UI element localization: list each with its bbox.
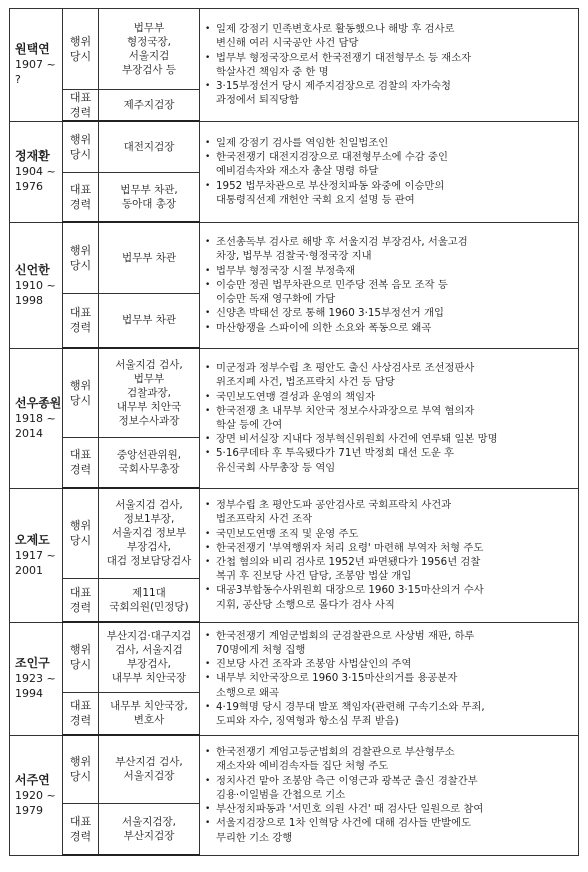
role-line: 제주지검장	[123, 99, 175, 111]
table-row	[10, 348, 579, 437]
person-lifespan: 2014	[15, 426, 43, 440]
role-line: 법무부 차관,	[120, 183, 178, 196]
label-line: 경력	[69, 321, 92, 335]
bullet-icon: •	[205, 804, 211, 815]
activity-item	[204, 79, 574, 107]
label-line: 경력	[69, 463, 92, 477]
activity-line: 서울지검장으로 1차 인혁당 사건에 대해 검사들 반발에도	[216, 817, 471, 830]
bullet-icon: •	[205, 557, 211, 567]
bullet-icon: •	[205, 528, 211, 539]
activity-line: 3·15부정선거 당시 제주지검장으로 검찰의 자가숙청	[216, 79, 451, 92]
officials-table-sheet	[9, 8, 578, 856]
label-representative-career	[63, 692, 99, 735]
label-line: 대표	[69, 699, 92, 713]
role-line: 내무부 치안국장,	[110, 700, 188, 713]
activity-line: 한국전쟁기 대전지검장으로 대전형무소에 수감 중인	[216, 151, 448, 164]
activity-line: 마산항쟁을 스파이에 의한 소요와 폭동으로 왜곡	[216, 321, 432, 334]
representative-career	[99, 803, 200, 855]
label-representative-career	[63, 578, 99, 622]
activity-line: 국민보도연맹 결성과 운영의 책임자	[216, 390, 376, 403]
activity-item	[204, 527, 574, 541]
representative-career	[99, 172, 200, 222]
role-line: 부산지검·대구지검	[106, 630, 192, 643]
person-name: 신언한	[15, 262, 50, 277]
bullet-icon: •	[205, 673, 211, 684]
person-cell	[10, 348, 63, 488]
activity-line: 일제 강점기 민족변호사로 활동했으나 해방 후 검사로	[216, 23, 455, 36]
label-line: 당시	[69, 393, 92, 407]
role-line: 부장검사 등	[121, 64, 177, 76]
label-line: 경력	[69, 197, 92, 211]
label-line: 경력	[69, 714, 92, 728]
bullet-icon: •	[205, 542, 211, 553]
role-at-the-time	[99, 488, 200, 578]
activity-item	[204, 321, 574, 335]
role-line: 부장검사,	[127, 541, 171, 554]
role-line: 서울지검 검사,	[115, 358, 183, 371]
person-name: 선우종원	[15, 395, 62, 410]
activity-line: 장면 비서실장 지내다 정부혁신위원회 사건에 연루돼 일본 망명	[216, 433, 498, 446]
role-line: 서울지검 정보부	[111, 527, 187, 540]
activity-item	[204, 432, 574, 446]
role-line: 내무부 치안국장	[111, 672, 187, 685]
label-representative-career	[63, 90, 99, 122]
person-cell	[10, 622, 63, 735]
label-line: 행위	[69, 35, 92, 48]
person-lifespan: 2001	[15, 563, 43, 577]
activity-line: 법무부 형정국장으로서 한국전쟁기 대전형무소 등 재소자	[216, 51, 472, 64]
activity-line: 학살 등에 간여	[216, 419, 283, 431]
role-line: 법무부 차관	[121, 251, 177, 264]
label-line: 대표	[69, 306, 92, 320]
activity-line: 진보당 사건 조작과 조봉암 사법살인의 주역	[216, 658, 412, 671]
table-row	[10, 9, 579, 90]
bullet-icon: •	[205, 818, 211, 829]
person-lifespan: 1923 ~	[15, 672, 56, 685]
person-name: 조인구	[15, 656, 50, 670]
activity-item	[204, 51, 574, 79]
role-line: 부산지검 검사,	[115, 756, 183, 769]
bullet-icon: •	[205, 80, 211, 91]
label-line: 경력	[69, 600, 92, 614]
representative-career	[99, 437, 200, 488]
role-at-the-time	[99, 622, 200, 692]
bullet-icon: •	[205, 152, 211, 163]
bullet-icon: •	[205, 308, 211, 319]
label-at-the-time	[63, 9, 99, 90]
person-lifespan: 1918 ~	[15, 411, 56, 425]
activity-line: 부산정치파동과 '서민호 의원 사건' 때 검사단 일원으로 참여	[216, 803, 484, 816]
table-row	[10, 622, 579, 692]
role-line: 서울지검 검사,	[115, 499, 183, 512]
label-at-the-time	[63, 222, 99, 293]
activity-line: 간첩 혐의와 비리 검사로 1952년 파면됐다가 1956년 검찰	[216, 556, 481, 568]
activity-item	[204, 136, 574, 150]
person-lifespan: 1904 ~	[15, 165, 56, 178]
activity-item	[204, 150, 574, 178]
role-at-the-time	[99, 222, 200, 293]
label-representative-career	[63, 172, 99, 222]
activity-item	[204, 583, 574, 611]
label-line: 행위	[69, 378, 92, 392]
activity-line: 과정에서 퇴직당함	[216, 94, 299, 107]
label-line: 대표	[69, 91, 92, 104]
person-name: 정재환	[15, 149, 50, 163]
activity-line: 법조프락치 사건 조작	[216, 513, 313, 526]
label-line: 경력	[69, 106, 92, 119]
person-cell	[10, 735, 63, 855]
activity-item	[204, 390, 574, 404]
person-name: 원택연	[15, 42, 50, 57]
representative-career	[99, 578, 200, 622]
label-at-the-time	[63, 488, 99, 578]
activities-cell	[200, 222, 579, 348]
person-lifespan: ?	[15, 73, 21, 87]
activity-line: 내무부 치안국장으로 1960 3·15마산의거를 용공분자	[216, 672, 458, 685]
bullet-icon: •	[205, 265, 211, 276]
role-line: 서울지검장	[123, 770, 175, 783]
bullet-icon: •	[205, 434, 211, 445]
bullet-icon: •	[205, 180, 211, 191]
activity-item	[204, 700, 574, 728]
activity-line: 한국전쟁기 계엄군법회의 군검찰관으로 사상범 재판, 하루	[216, 629, 475, 642]
activity-item	[204, 498, 574, 526]
bullet-icon: •	[205, 747, 211, 758]
role-line: 제11대	[132, 586, 166, 599]
role-line: 대전지검장	[123, 140, 175, 153]
officials-table	[9, 8, 579, 856]
activity-item	[204, 745, 574, 773]
activity-line: 김용·이일범을 간첩으로 기소	[216, 788, 346, 801]
activity-line: 4·19혁명 당시 경무대 발포 책임자(관련해 구속기소와 무죄,	[216, 700, 485, 713]
activity-line: 미군정과 정부수립 초 평안도 출신 사상검사로 조선정판사	[216, 362, 475, 375]
person-name: 서주연	[15, 772, 50, 787]
activity-line: 조선총독부 검사로 해방 후 서울지검 부장검사, 서울고검	[216, 236, 468, 249]
person-lifespan: 1998	[15, 293, 43, 307]
role-at-the-time	[99, 348, 200, 437]
activities-cell	[200, 348, 579, 488]
role-line: 부장검사,	[127, 658, 171, 671]
role-line: 서울지검	[128, 50, 170, 62]
activity-line: 신양촌 박태선 장로 통해 1960 3·15부정선거 개입	[216, 307, 444, 320]
role-line: 검찰과장,	[127, 386, 171, 399]
activities-cell	[200, 121, 579, 222]
table-row	[10, 488, 579, 578]
person-cell	[10, 488, 63, 622]
representative-career	[99, 293, 200, 348]
role-line: 부산지검장	[123, 829, 175, 842]
activity-line: 일제 강점기 검사를 역임한 친일법조인	[216, 136, 389, 149]
activity-item	[204, 22, 574, 50]
table-row	[10, 735, 579, 803]
activities-cell	[200, 622, 579, 735]
bullet-icon: •	[205, 24, 211, 35]
role-line: 대검 정보담당검사	[106, 555, 192, 568]
label-at-the-time	[63, 121, 99, 172]
label-line: 행위	[69, 243, 92, 257]
bullet-icon: •	[205, 363, 211, 374]
activity-line: 차장, 법무부 검찰국·형정국장 지내	[216, 250, 372, 263]
person-lifespan: 1917 ~	[15, 548, 56, 562]
activity-line: 한국전쟁기 계엄고등군법회의 검찰관으로 부산형무소	[216, 746, 455, 759]
role-line: 서울지검장,	[121, 815, 177, 828]
activity-line: 한국전쟁 초 내무부 치안국 정보수사과장으로 부역 혐의자	[216, 404, 475, 417]
person-cell	[10, 9, 63, 122]
activities-cell	[200, 735, 579, 855]
activity-line: 5·16쿠데타 후 투옥됐다가 71년 박정희 대선 도운 후	[216, 447, 454, 460]
role-line: 변호사	[133, 714, 165, 727]
label-line: 행위	[69, 519, 92, 533]
activity-item	[204, 306, 574, 320]
label-representative-career	[63, 803, 99, 855]
activity-line: 변신해 여러 시국공안 사건 담당	[216, 37, 359, 50]
activity-line: 유신국회 사무총장 등 역임	[216, 461, 336, 474]
role-line: 국회의원(민정당)	[109, 600, 189, 613]
activity-item	[204, 264, 574, 278]
bullet-icon: •	[205, 322, 211, 333]
role-line: 정보1부장,	[123, 513, 175, 526]
activity-line: 한국전쟁기 '부역행위자 처리 요령' 마련해 부역자 처형 주도	[216, 541, 484, 554]
activity-line: 70명에게 처형 집행	[216, 643, 306, 656]
person-lifespan: 1920 ~	[15, 788, 56, 802]
bullet-icon: •	[205, 137, 211, 148]
activity-item	[204, 361, 574, 389]
activity-line: 예비검속자와 재소자 총살 명령 하달	[216, 165, 379, 178]
activity-item	[204, 541, 574, 555]
activity-item	[204, 816, 574, 844]
label-line: 대표	[69, 814, 92, 828]
bullet-icon: •	[205, 630, 211, 641]
activity-item	[204, 446, 574, 474]
bullet-icon: •	[205, 279, 211, 290]
bullet-icon: •	[205, 500, 211, 511]
person-cell	[10, 121, 63, 222]
bullet-icon: •	[205, 52, 211, 63]
activity-line: 법무부 형정국장 시절 부정축재	[216, 264, 356, 277]
activity-item	[204, 278, 574, 306]
label-line: 당시	[69, 658, 92, 672]
label-line: 당시	[69, 258, 92, 272]
activity-item	[204, 629, 574, 657]
person-cell	[10, 222, 63, 348]
bullet-icon: •	[205, 237, 211, 248]
officials-table-body	[10, 9, 579, 856]
bullet-icon: •	[205, 448, 211, 459]
role-at-the-time	[99, 735, 200, 803]
activity-line: 소행으로 왜곡	[216, 686, 279, 699]
activity-line: 무리한 기소 강행	[216, 831, 293, 844]
activity-item	[204, 235, 574, 263]
activity-line: 복귀 후 진보당 사건 담당, 조봉암 법살 개입	[216, 570, 412, 583]
label-line: 행위	[69, 755, 92, 769]
role-line: 국회사무총장	[118, 463, 180, 476]
role-line: 중앙선관위원,	[116, 449, 182, 462]
activity-item	[204, 179, 574, 207]
label-at-the-time	[63, 622, 99, 692]
activity-line: 국민보도연맹 조직 및 운영 주도	[216, 527, 359, 540]
role-line: 내무부 치안국	[116, 400, 182, 413]
activity-item	[204, 555, 574, 583]
activity-item	[204, 774, 574, 802]
bullet-icon: •	[205, 391, 211, 402]
label-line: 대표	[69, 585, 92, 599]
table-row	[10, 121, 579, 172]
activity-line: 정부수립 초 평안도파 공안검사로 국회프락치 사건과	[216, 499, 452, 512]
activity-line: 1952 법무차관으로 부산정치파동 와중에 이승만의	[216, 179, 445, 192]
bullet-icon: •	[205, 701, 211, 712]
activity-line: 학살사건 책임자 중 한 명	[216, 65, 329, 78]
role-at-the-time	[99, 121, 200, 172]
activity-line: 도피와 자수, 징역형과 항소심 무죄 받음)	[216, 715, 399, 727]
label-representative-career	[63, 293, 99, 348]
activity-line: 위조지폐 사건, 법조프락치 사건 등 담당	[216, 376, 395, 389]
representative-career	[99, 692, 200, 735]
activity-item	[204, 671, 574, 699]
bullet-icon: •	[205, 775, 211, 786]
activity-line: 이승만 정권 법무차관으로 민주당 전복 음모 조작 등	[216, 278, 448, 291]
role-line: 정보수사과장	[118, 414, 180, 427]
person-lifespan: 1976	[15, 180, 43, 193]
role-line: 법무부	[133, 22, 165, 34]
label-line: 당시	[69, 770, 92, 784]
label-at-the-time	[63, 348, 99, 437]
activity-item	[204, 404, 574, 432]
person-name: 오제도	[15, 532, 50, 547]
activity-line: 대공3부합동수사위원회 대장으로 1960 3·15마산의거 수사	[216, 584, 484, 597]
label-line: 대표	[69, 448, 92, 462]
person-lifespan: 1907 ~	[15, 58, 56, 72]
label-line: 대표	[69, 182, 92, 196]
activity-line: 정치사건 맡아 조봉암 측근 이영근과 광복군 출신 경찰간부	[216, 774, 478, 787]
role-line: 형정국장,	[127, 36, 171, 48]
person-lifespan: 1910 ~	[15, 278, 56, 292]
activity-item	[204, 657, 574, 671]
person-lifespan: 1994	[15, 687, 43, 700]
activity-line: 대통령직선제 개헌안 국회 요지 설명 등 관여	[216, 193, 415, 206]
bullet-icon: •	[205, 405, 211, 416]
role-line: 검사, 서울지검	[115, 644, 183, 657]
person-lifespan: 1979	[15, 803, 43, 817]
role-line: 법무부	[133, 372, 165, 385]
label-at-the-time	[63, 735, 99, 803]
activity-item	[204, 802, 574, 816]
activities-cell	[200, 9, 579, 122]
activity-line: 지휘, 공산당 소행으로 몰다가 검사 사직	[216, 598, 395, 611]
activity-line: 이승만 독재 영구화에 가담	[216, 293, 336, 306]
role-line: 동아대 총장	[121, 197, 177, 210]
label-line: 행위	[69, 132, 92, 146]
role-line: 법무부 차관	[121, 314, 177, 327]
activities-cell	[200, 488, 579, 622]
activity-line: 재소자와 예비검속자들 집단 처형 주도	[216, 760, 389, 773]
label-line: 경력	[69, 829, 92, 843]
label-line: 당시	[69, 50, 92, 63]
representative-career	[99, 90, 200, 122]
label-representative-career	[63, 437, 99, 488]
bullet-icon: •	[205, 585, 211, 596]
role-at-the-time	[99, 9, 200, 90]
table-row	[10, 222, 579, 293]
label-line: 당시	[69, 147, 92, 161]
label-line: 당시	[69, 534, 92, 548]
label-line: 행위	[69, 643, 92, 657]
bullet-icon: •	[205, 659, 211, 670]
